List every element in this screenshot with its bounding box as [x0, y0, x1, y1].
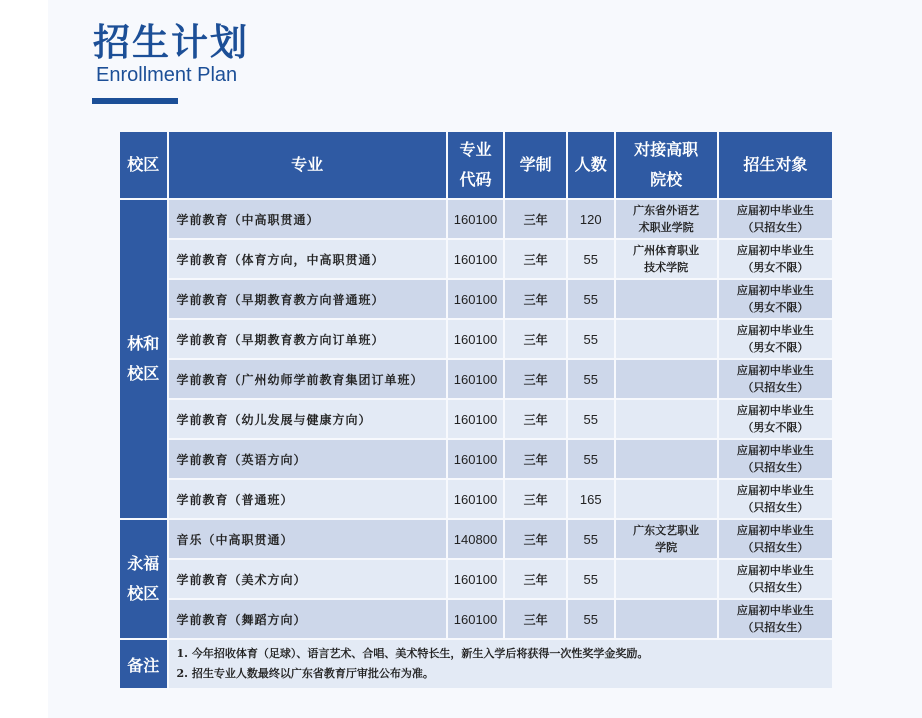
column-header-major: 专业 — [169, 132, 446, 198]
college-cell — [616, 400, 717, 438]
table-header-row — [120, 132, 832, 198]
table-row — [120, 240, 832, 278]
major-cell: 学前教育（普通班） — [169, 480, 446, 518]
count-cell: 55 — [568, 360, 614, 398]
campus-yongfu: 永福 校区 — [120, 520, 167, 638]
major-cell: 学前教育（英语方向） — [169, 440, 446, 478]
table-row — [120, 200, 832, 238]
college-cell — [616, 480, 717, 518]
target-cell: 应届初中毕业生 （男女不限） — [719, 240, 832, 278]
code-cell: 160100 — [448, 360, 504, 398]
major-cell: 学前教育（美术方向） — [169, 560, 446, 598]
code-cell: 160100 — [448, 600, 504, 638]
major-cell: 学前教育（广州幼师学前教育集团订单班） — [169, 360, 446, 398]
count-cell: 55 — [568, 320, 614, 358]
college-cell — [616, 320, 717, 358]
college-cell — [616, 600, 717, 638]
table-row — [120, 440, 832, 478]
column-header-years: 学制 — [505, 132, 566, 198]
major-cell: 学前教育（舞蹈方向） — [169, 600, 446, 638]
major-cell: 学前教育（早期教育教方向普通班） — [169, 280, 446, 318]
code-cell: 160100 — [448, 440, 504, 478]
table-row — [120, 280, 832, 318]
table-row — [120, 480, 832, 518]
count-cell: 55 — [568, 280, 614, 318]
title-underline — [92, 98, 178, 104]
count-cell: 55 — [568, 240, 614, 278]
count-cell: 55 — [568, 600, 614, 638]
years-cell: 三年 — [505, 360, 566, 398]
college-cell: 广东省外语艺 术职业学院 — [616, 200, 717, 238]
table-row — [120, 360, 832, 398]
target-cell: 应届初中毕业生 （男女不限） — [719, 400, 832, 438]
code-cell: 160100 — [448, 320, 504, 358]
table-row — [120, 600, 832, 638]
years-cell: 三年 — [505, 240, 566, 278]
years-cell: 三年 — [505, 400, 566, 438]
count-cell: 55 — [568, 440, 614, 478]
table-row — [120, 560, 832, 598]
column-header-campus: 校区 — [120, 132, 167, 198]
years-cell: 三年 — [505, 600, 566, 638]
code-cell: 160100 — [448, 480, 504, 518]
college-cell: 广州体育职业 技术学院 — [616, 240, 717, 278]
page-title: 招生计划 — [93, 21, 249, 64]
years-cell: 三年 — [505, 280, 566, 318]
target-cell: 应届初中毕业生 （只招女生） — [719, 360, 832, 398]
code-cell: 140800 — [448, 520, 504, 558]
column-header-target: 招生对象 — [719, 132, 832, 198]
table-row — [120, 400, 832, 438]
years-cell: 三年 — [505, 520, 566, 558]
table-row — [120, 520, 832, 558]
target-cell: 应届初中毕业生 （男女不限） — [719, 280, 832, 318]
code-cell: 160100 — [448, 240, 504, 278]
code-cell: 160100 — [448, 400, 504, 438]
college-cell — [616, 280, 717, 318]
major-cell: 学前教育（体育方向，中高职贯通） — [169, 240, 446, 278]
count-cell: 120 — [568, 200, 614, 238]
target-cell: 应届初中毕业生 （只招女生） — [719, 600, 832, 638]
years-cell: 三年 — [505, 320, 566, 358]
table-row — [120, 320, 832, 358]
target-cell: 应届初中毕业生 （只招女生） — [719, 200, 832, 238]
years-cell: 三年 — [505, 200, 566, 238]
count-cell: 55 — [568, 560, 614, 598]
count-cell: 165 — [568, 480, 614, 518]
code-cell: 160100 — [448, 200, 504, 238]
notes-label: 备注 — [120, 640, 167, 688]
college-cell — [616, 440, 717, 478]
target-cell: 应届初中毕业生 （男女不限） — [719, 320, 832, 358]
college-cell — [616, 360, 717, 398]
enrollment-plan-table — [118, 130, 834, 690]
count-cell: 55 — [568, 400, 614, 438]
target-cell: 应届初中毕业生 （只招女生） — [719, 480, 832, 518]
target-cell: 应届初中毕业生 （只招女生） — [719, 440, 832, 478]
column-header-count: 人数 — [568, 132, 614, 198]
major-cell: 学前教育（早期教育教方向订单班） — [169, 320, 446, 358]
years-cell: 三年 — [505, 480, 566, 518]
page-subtitle: Enrollment Plan — [96, 64, 238, 86]
count-cell: 55 — [568, 520, 614, 558]
campus-linhe: 林和 校区 — [120, 200, 167, 518]
column-header-code: 专业 代码 — [448, 132, 504, 198]
college-cell — [616, 560, 717, 598]
years-cell: 三年 — [505, 440, 566, 478]
target-cell: 应届初中毕业生 （只招女生） — [719, 520, 832, 558]
column-header-college: 对接高职 院校 — [616, 132, 717, 198]
code-cell: 160100 — [448, 560, 504, 598]
major-cell: 学前教育（中高职贯通） — [169, 200, 446, 238]
notes-body — [169, 640, 832, 688]
target-cell: 应届初中毕业生 （只招女生） — [719, 560, 832, 598]
notes-row — [120, 640, 832, 688]
note-line: 1. 今年招收体育（足球）、语言艺术、合唱、美术特长生，新生入学后将获得一次性奖学金奖励。 — [176, 647, 649, 660]
major-cell: 音乐（中高职贯通） — [169, 520, 446, 558]
note-line: 2. 招生专业人数最终以广东省教育厅审批公布为准。 — [176, 667, 434, 680]
code-cell: 160100 — [448, 280, 504, 318]
college-cell: 广东文艺职业 学院 — [616, 520, 717, 558]
years-cell: 三年 — [505, 560, 566, 598]
major-cell: 学前教育（幼儿发展与健康方向） — [169, 400, 446, 438]
